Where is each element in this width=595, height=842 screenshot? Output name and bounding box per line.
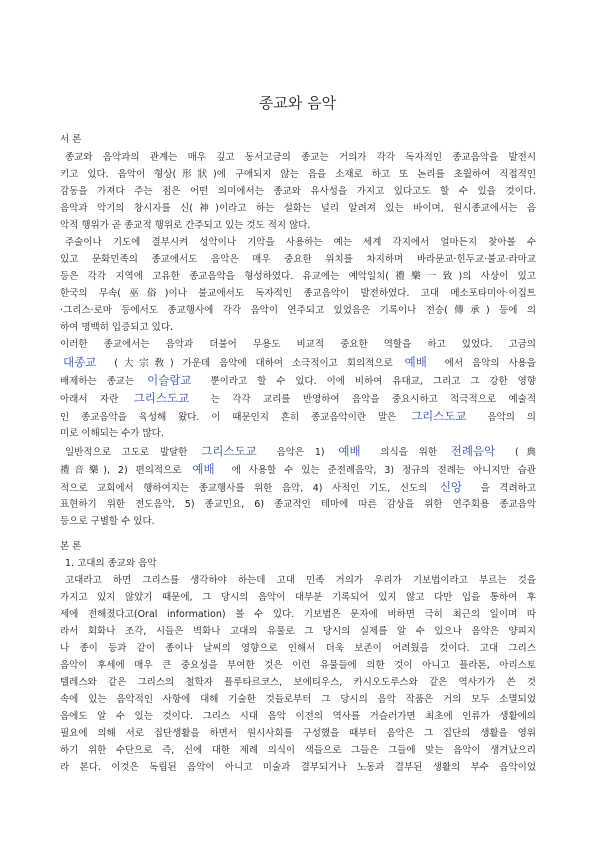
- text-line: [60, 460, 536, 478]
- text-run: 등으로 구별할 수 있다.: [60, 516, 155, 527]
- text-line: [60, 336, 536, 353]
- text-line: [60, 407, 536, 425]
- text-run: 배제하는 종교는: [60, 376, 135, 387]
- text-run: 는 각각 교리를 반영하여 음악을 중요시하고 적극적으로 예술적: [210, 394, 536, 405]
- text-run: 적으로 교회에서 행하여지는 종교행사를 위한 음악, 4) 사적인 기도, 신도의: [60, 483, 428, 494]
- text-run: 라서 회화나 조각, 시들은 벽화나 고대의 유물로 그 당시의 실제를 알 수 있으나 음악은 양피지: [60, 626, 536, 637]
- text-line: [60, 572, 536, 589]
- text-run: 음악은 1): [276, 447, 325, 458]
- text-run: 인 종교음악을 육성해 왔다. 이 때문인지 흔히 종교음악이란 말은: [60, 412, 397, 423]
- text-run: 아래서 자란: [60, 394, 119, 405]
- text-run: 하기 위한 수단으로 즉, 신에 대한 제례 의식이 색들으로 그들은 그들에 맞는 음악이 생겨났으리: [60, 745, 536, 756]
- text-line: [60, 371, 536, 389]
- text-run: 음악과 악기의 창시자를 신(神)이라고 하는 설화는 널리 알려져 있는 바이며, 원시종교에서는 음: [60, 203, 536, 214]
- text-run: 종교와 음악과의 관계는 매우 깊고 동서고금의 종교는 거의가 각각 독자적인 종교음악을 발전시: [65, 152, 536, 163]
- text-line: [60, 606, 536, 623]
- text-run: 에서 음악의 사용을: [444, 358, 536, 369]
- document-title: 종교와 음악: [258, 94, 337, 112]
- text-run: 음악의 의: [487, 412, 536, 423]
- text-run: 에 사용할 수 있는 준전례음악, 3) 정규의 전례는 아니지만 습관: [231, 465, 536, 476]
- subsection-heading: 1. 고대의 종교와 음악: [65, 558, 157, 569]
- keyword-link[interactable]: 예배: [192, 462, 215, 476]
- keyword-link[interactable]: 예배: [404, 355, 427, 369]
- section-main-body: [60, 538, 536, 776]
- text-line: [60, 353, 536, 371]
- text-run: 키고 있다. 음악이 형상(形狀)에 구애되지 않는 음을 소재로 하고 또 논리를 초월하여 직접적인: [60, 169, 536, 180]
- text-run: 의식을 위한: [380, 447, 438, 458]
- text-line: [60, 251, 536, 268]
- text-line: [60, 425, 536, 442]
- text-line: [60, 285, 536, 302]
- text-line: [60, 725, 536, 742]
- text-line: [60, 183, 536, 200]
- text-run: 있고 문화민족의 종교에서도 음악은 매우 중요한 위치를 차지하며 바라문교·힌두교·불교·라마교: [60, 254, 536, 265]
- keyword-link[interactable]: 예배: [338, 444, 361, 458]
- text-line: [60, 442, 536, 460]
- text-line: [60, 674, 536, 691]
- keyword-link[interactable]: 그리스도교: [133, 391, 190, 405]
- text-run: 을 격려하고: [480, 483, 536, 494]
- text-run: 일반적으로 고도로 발달한: [65, 447, 188, 458]
- paragraph: [60, 234, 536, 336]
- text-line: [60, 759, 536, 776]
- text-run: 미로 이해되는 수가 많다.: [60, 428, 164, 439]
- text-run: 라 본다. 이것은 독립된 음악이 아니고 미술과 결부되거나 노동과 결부된 생활의 부수 음악이었: [60, 762, 536, 773]
- text-line: [60, 640, 536, 657]
- text-line: [60, 691, 536, 708]
- text-line: [60, 149, 536, 166]
- text-run: 고대라고 하면 그리스를 생각하야 하는데 고대 민족 거의가 우리가 기보법이라고 부르는 것을: [65, 575, 536, 586]
- section-introduction: [60, 131, 536, 530]
- text-run: 뿐이라고 할 수 있다. 이에 비하여 유대교, 그리고 그 강한 영향: [210, 376, 536, 387]
- text-line: [60, 217, 536, 234]
- keyword-link[interactable]: 그리스도교: [411, 409, 467, 423]
- text-run: 등은 각각 지역에 고유한 종교음악을 형성하였다. 유교에는 예악일치(禮樂一致)의 사상이 있고: [60, 271, 536, 282]
- paragraph: [60, 336, 536, 442]
- text-run: 세에 전해졌다고(Oral information) 볼 수 있다. 기보법은 문자에 비하면 극히 최근의 일이며 따: [60, 609, 536, 620]
- text-line: [60, 708, 536, 725]
- keyword-link[interactable]: 전례음악: [450, 444, 496, 458]
- text-line: [60, 742, 536, 759]
- text-run: (大宗敎) 가운데 음악에 대하여 소극적이고 회의적으로: [114, 358, 393, 369]
- text-line: [60, 589, 536, 606]
- text-line: [60, 496, 536, 513]
- keyword-link[interactable]: 신앙: [439, 480, 463, 494]
- text-line: [60, 200, 536, 217]
- text-run: 텔레스와 같은 그리스의 철학자 플루타르코스, 보에티우스, 카시오도루스와 같은 역사가가 쓴 것: [60, 677, 536, 688]
- paragraph: [60, 149, 536, 234]
- text-run: 악적 행위가 곧 종교적 행위로 간주되고 있는 것도 적지 않다.: [60, 220, 311, 231]
- text-line: [60, 623, 536, 640]
- text-line: [60, 302, 536, 319]
- text-run: 표현하기 위한 전도음악, 5) 종교민요, 6) 종교적인 테마에 따른 감상을 위한 연주회용 종교음악: [60, 499, 536, 510]
- text-run: 주술이나 기도에 결부시켜 성악이나 기악을 사용하는 예는 세계 각지에서 얼마든지 찾아볼 수: [65, 237, 536, 248]
- section-heading: 본 론: [60, 541, 82, 552]
- text-line: [60, 478, 536, 496]
- text-run: 감동을 가져다 주는 점은 어떤 의미에서는 종교와 유사성을 가지고 있다고도 할 수 있을 것이다.: [60, 186, 536, 197]
- document-body: [60, 131, 536, 776]
- keyword-link[interactable]: 이슬람교: [147, 373, 192, 387]
- text-line: [60, 166, 536, 183]
- text-run: 음에도 알 수 있는 것이다. 그리스 시대 음악 이전의 역사를 거슬러가면 최초에 인류가 생활에의: [60, 711, 536, 722]
- keyword-link[interactable]: 대종교: [63, 355, 97, 369]
- paragraph: [60, 572, 536, 776]
- text-line: [60, 657, 536, 674]
- text-line: [60, 268, 536, 285]
- text-run: 가지고 있지 않았기 때문에, 그 당시의 음악이 대부분 기록되어 있지 않고 다만 입을 통하여 후: [60, 592, 536, 603]
- keyword-link[interactable]: 그리스도교: [201, 444, 257, 458]
- text-run: 속에 있는 음악적인 사항에 대해 기술한 것들로부터 그 당시의 음악 작품은 거의 모두 소멸되었: [60, 694, 536, 705]
- text-run: (典: [514, 447, 536, 458]
- section-heading: 서 론: [60, 134, 82, 145]
- text-run: 음악이 후세에 매우 큰 중요성을 부여한 것은 이런 유물들에 의한 것이 아니고 플라톤, 아리스토: [60, 660, 536, 671]
- text-run: 하여 명백히 입증되고 있다.: [60, 322, 174, 333]
- text-run: 禮音樂), 2) 편의적으로: [60, 465, 182, 476]
- text-run: 나 종이 등과 같이 종이나 날씨의 영향으로 인해서 더욱 보존이 어려웠을 것이다. 고대 그리스: [60, 643, 536, 654]
- text-line: [60, 389, 536, 407]
- text-run: ·그리스·로마 등에서도 종교행사에 각각 음악이 연주되고 있었음은 기록이나 전승(傳承) 등에 의: [60, 305, 536, 316]
- text-run: 한국의 무속(巫俗)이나 불교에서도 독자적인 종교음악이 발전하였다. 고대 메소포타미아·이집트: [60, 288, 536, 299]
- text-run: 필요에 의해 서로 집단생활을 하면서 원시사회를 구성했을 때부터 음악은 그 집단의 생활을 영위: [60, 728, 536, 739]
- text-run: 이러한 종교에서는 음악과 더불어 무용도 비교적 중요한 역할을 하고 있었다. 고금의: [60, 339, 536, 350]
- text-line: [60, 513, 536, 530]
- text-line: [60, 234, 536, 251]
- paragraph: [60, 442, 536, 530]
- text-line: [60, 319, 536, 336]
